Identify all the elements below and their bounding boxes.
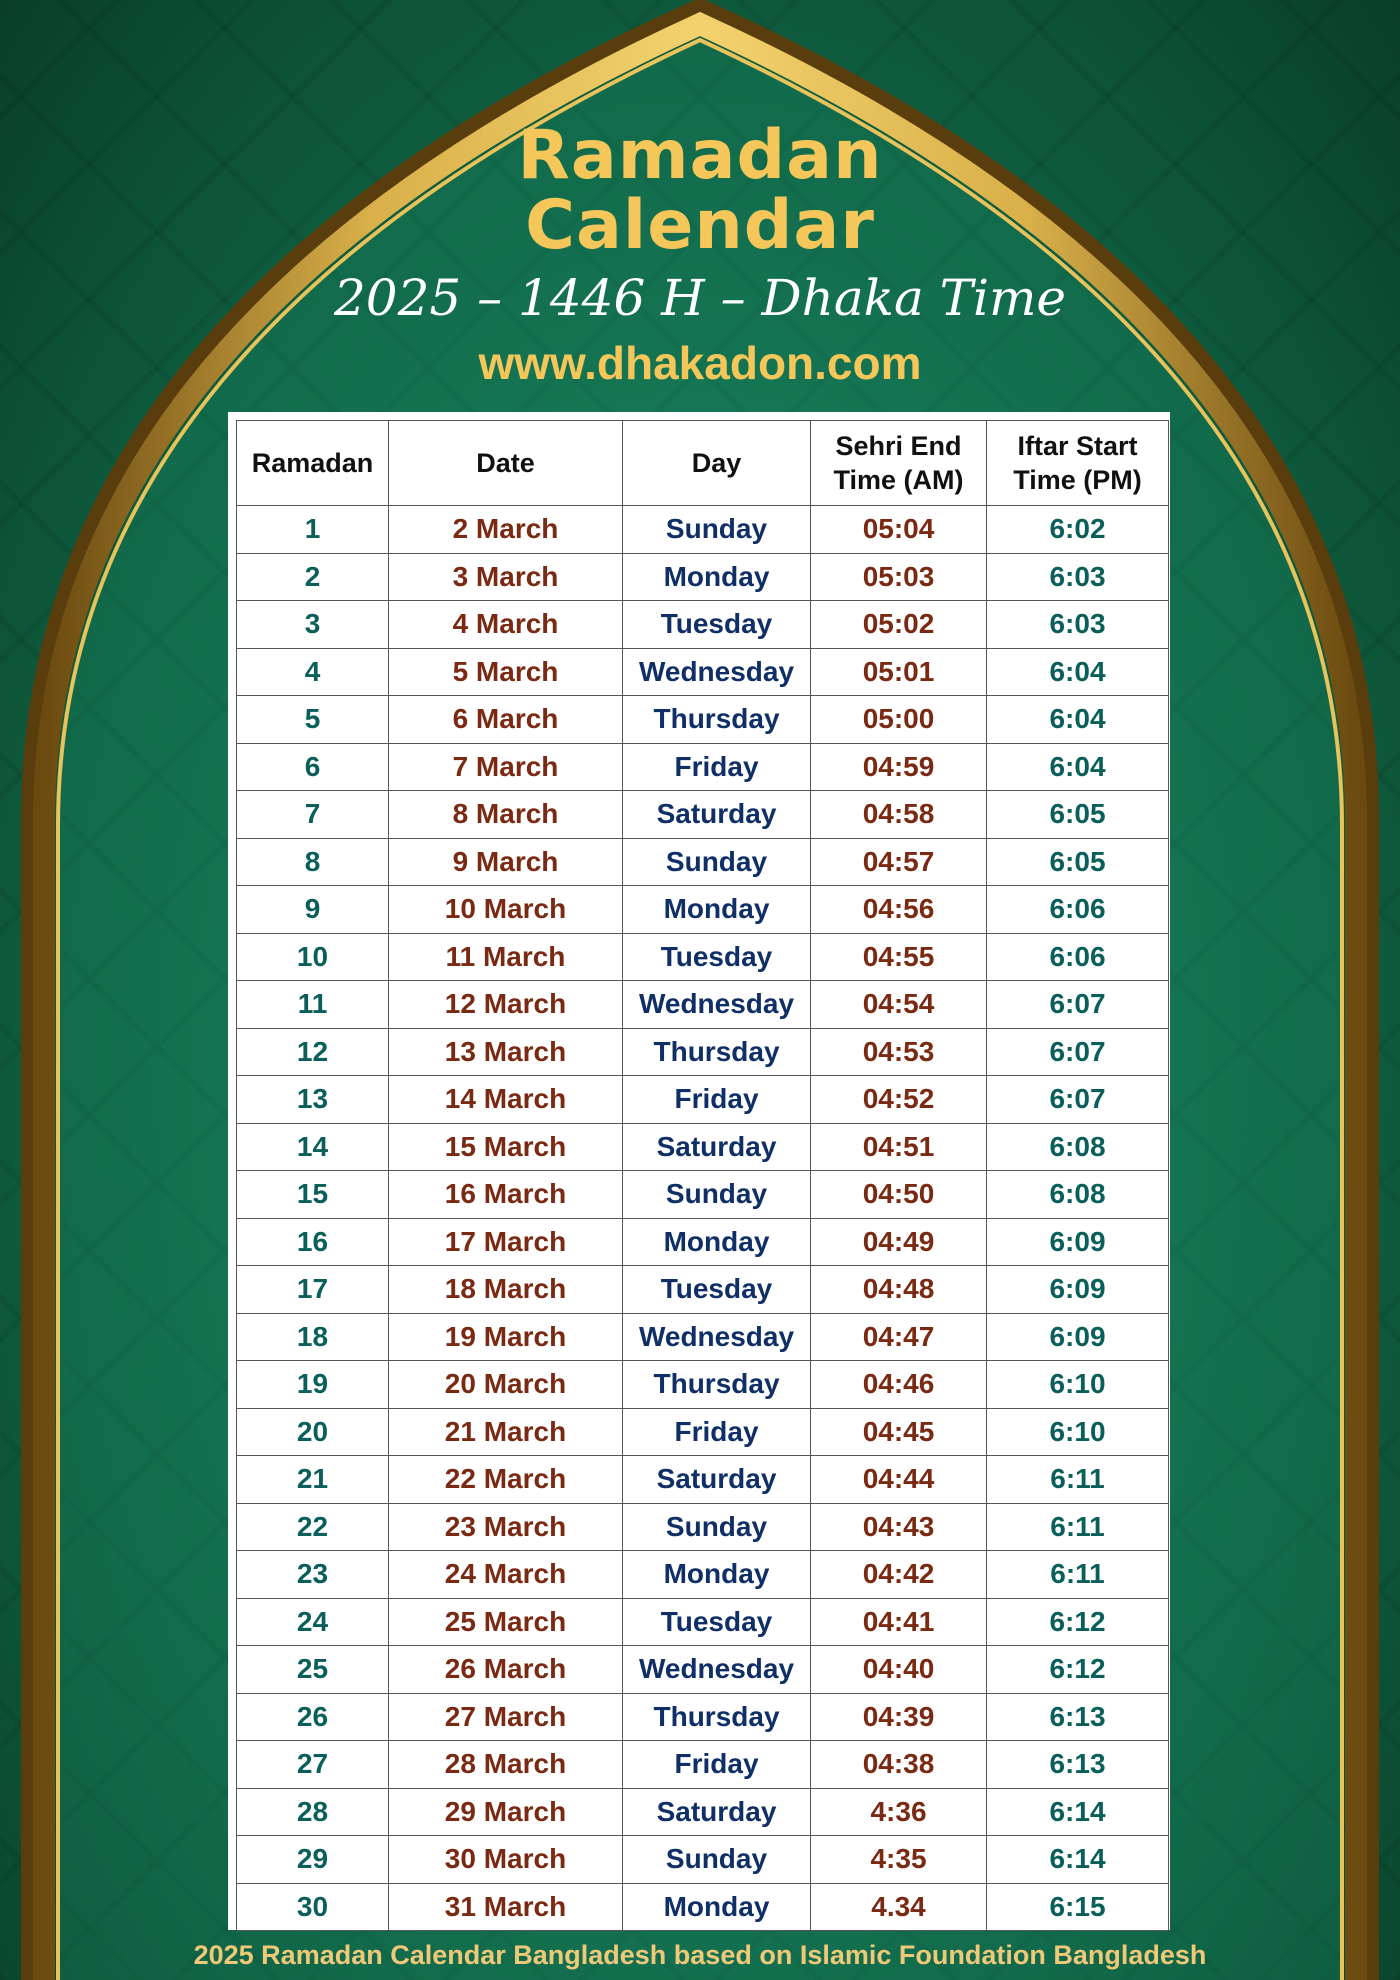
cell-iftar: 6:07 <box>987 1076 1169 1124</box>
cell-iftar: 6:10 <box>987 1361 1169 1409</box>
cell-iftar: 6:15 <box>987 1883 1169 1931</box>
table-row <box>237 601 1169 649</box>
cell-sehri: 05:03 <box>811 553 987 601</box>
cell-iftar: 6:14 <box>987 1836 1169 1884</box>
cell-date: 26 March <box>389 1646 623 1694</box>
cell-day: Thursday <box>623 696 811 744</box>
cell-date: 16 March <box>389 1171 623 1219</box>
cell-ramadan: 20 <box>237 1408 389 1456</box>
cell-sehri: 04:49 <box>811 1218 987 1266</box>
cell-iftar: 6:08 <box>987 1123 1169 1171</box>
cell-date: 22 March <box>389 1456 623 1504</box>
cell-date: 7 March <box>389 743 623 791</box>
cell-ramadan: 11 <box>237 981 389 1029</box>
cell-ramadan: 5 <box>237 696 389 744</box>
cell-ramadan: 29 <box>237 1836 389 1884</box>
cell-date: 11 March <box>389 933 623 981</box>
title-line-1: Ramadan <box>517 116 883 195</box>
cell-day: Tuesday <box>623 1266 811 1314</box>
cell-iftar: 6:09 <box>987 1218 1169 1266</box>
cell-ramadan: 2 <box>237 553 389 601</box>
cell-iftar: 6:04 <box>987 648 1169 696</box>
cell-sehri: 04:50 <box>811 1171 987 1219</box>
cell-sehri: 04:42 <box>811 1551 987 1599</box>
cell-sehri: 04:57 <box>811 838 987 886</box>
cell-ramadan: 22 <box>237 1503 389 1551</box>
cell-day: Tuesday <box>623 601 811 649</box>
cell-date: 2 March <box>389 506 623 554</box>
cell-day: Monday <box>623 553 811 601</box>
cell-sehri: 04:58 <box>811 791 987 839</box>
cell-ramadan: 27 <box>237 1741 389 1789</box>
table-row <box>237 1123 1169 1171</box>
cell-iftar: 6:11 <box>987 1456 1169 1504</box>
cell-day: Sunday <box>623 1503 811 1551</box>
cell-ramadan: 8 <box>237 838 389 886</box>
table-row <box>237 743 1169 791</box>
cell-day: Thursday <box>623 1693 811 1741</box>
table-row <box>237 1551 1169 1599</box>
cell-sehri: 04:40 <box>811 1646 987 1694</box>
cell-day: Wednesday <box>623 648 811 696</box>
cell-date: 30 March <box>389 1836 623 1884</box>
cell-sehri: 04:52 <box>811 1076 987 1124</box>
cell-ramadan: 4 <box>237 648 389 696</box>
cell-iftar: 6:03 <box>987 601 1169 649</box>
cell-iftar: 6:13 <box>987 1741 1169 1789</box>
cell-date: 19 March <box>389 1313 623 1361</box>
header-ramadan: Ramadan <box>237 421 389 506</box>
cell-iftar: 6:11 <box>987 1551 1169 1599</box>
table-header-row <box>237 421 1169 506</box>
table-row <box>237 886 1169 934</box>
cell-iftar: 6:07 <box>987 981 1169 1029</box>
table-row <box>237 1076 1169 1124</box>
title-line-2: Calendar <box>525 186 875 265</box>
cell-iftar: 6:12 <box>987 1598 1169 1646</box>
cell-iftar: 6:07 <box>987 1028 1169 1076</box>
cell-ramadan: 21 <box>237 1456 389 1504</box>
cell-day: Tuesday <box>623 933 811 981</box>
cell-date: 5 March <box>389 648 623 696</box>
cell-day: Monday <box>623 1218 811 1266</box>
cell-sehri: 04:46 <box>811 1361 987 1409</box>
cell-iftar: 6:11 <box>987 1503 1169 1551</box>
cell-date: 25 March <box>389 1598 623 1646</box>
header-date: Date <box>389 421 623 506</box>
cell-ramadan: 13 <box>237 1076 389 1124</box>
table-row <box>237 1408 1169 1456</box>
cell-date: 8 March <box>389 791 623 839</box>
website-link[interactable]: www.dhakadon.com <box>478 337 922 389</box>
cell-day: Monday <box>623 1883 811 1931</box>
footer-note: 2025 Ramadan Calendar Bangladesh based on Islamic Foundation Bangladesh <box>193 1940 1207 1970</box>
cell-ramadan: 17 <box>237 1266 389 1314</box>
cell-day: Wednesday <box>623 981 811 1029</box>
cell-iftar: 6:03 <box>987 553 1169 601</box>
table-row <box>237 1313 1169 1361</box>
cell-date: 20 March <box>389 1361 623 1409</box>
cell-sehri: 05:02 <box>811 601 987 649</box>
cell-iftar: 6:10 <box>987 1408 1169 1456</box>
table-row <box>237 1028 1169 1076</box>
cell-sehri: 4:35 <box>811 1836 987 1884</box>
cell-iftar: 6:02 <box>987 506 1169 554</box>
cell-date: 29 March <box>389 1788 623 1836</box>
table-row <box>237 1361 1169 1409</box>
table-row <box>237 791 1169 839</box>
cell-iftar: 6:06 <box>987 886 1169 934</box>
cell-sehri: 04:47 <box>811 1313 987 1361</box>
cell-ramadan: 6 <box>237 743 389 791</box>
cell-sehri: 05:01 <box>811 648 987 696</box>
cell-ramadan: 10 <box>237 933 389 981</box>
table-row <box>237 1598 1169 1646</box>
cell-iftar: 6:06 <box>987 933 1169 981</box>
cell-iftar: 6:04 <box>987 743 1169 791</box>
cell-sehri: 04:45 <box>811 1408 987 1456</box>
cell-date: 18 March <box>389 1266 623 1314</box>
cell-ramadan: 16 <box>237 1218 389 1266</box>
cell-date: 4 March <box>389 601 623 649</box>
cell-date: 9 March <box>389 838 623 886</box>
cell-date: 24 March <box>389 1551 623 1599</box>
table-body <box>237 506 1169 1931</box>
cell-ramadan: 19 <box>237 1361 389 1409</box>
table-row <box>237 506 1169 554</box>
cell-sehri: 04:38 <box>811 1741 987 1789</box>
cell-day: Saturday <box>623 1123 811 1171</box>
cell-date: 14 March <box>389 1076 623 1124</box>
cell-iftar: 6:09 <box>987 1266 1169 1314</box>
table-row <box>237 1788 1169 1836</box>
cell-date: 15 March <box>389 1123 623 1171</box>
header-day: Day <box>623 421 811 506</box>
cell-date: 21 March <box>389 1408 623 1456</box>
cell-iftar: 6:09 <box>987 1313 1169 1361</box>
ramadan-calendar-table <box>236 420 1169 1931</box>
table-row <box>237 1836 1169 1884</box>
cell-iftar: 6:08 <box>987 1171 1169 1219</box>
header-iftar: Iftar Start Time (PM) <box>987 421 1169 506</box>
table-row <box>237 1503 1169 1551</box>
cell-day: Tuesday <box>623 1598 811 1646</box>
table-row <box>237 648 1169 696</box>
cell-day: Sunday <box>623 1171 811 1219</box>
cell-day: Saturday <box>623 791 811 839</box>
cell-sehri: 4.34 <box>811 1883 987 1931</box>
cell-date: 27 March <box>389 1693 623 1741</box>
calendar-table-card <box>228 412 1170 1930</box>
cell-day: Sunday <box>623 838 811 886</box>
cell-sehri: 4:36 <box>811 1788 987 1836</box>
cell-date: 31 March <box>389 1883 623 1931</box>
cell-day: Friday <box>623 1408 811 1456</box>
table-row <box>237 933 1169 981</box>
cell-ramadan: 1 <box>237 506 389 554</box>
cell-date: 23 March <box>389 1503 623 1551</box>
cell-date: 6 March <box>389 696 623 744</box>
table-row <box>237 553 1169 601</box>
cell-day: Friday <box>623 1076 811 1124</box>
table-row <box>237 1218 1169 1266</box>
cell-date: 12 March <box>389 981 623 1029</box>
cell-day: Wednesday <box>623 1313 811 1361</box>
cell-day: Saturday <box>623 1456 811 1504</box>
cell-sehri: 05:00 <box>811 696 987 744</box>
subtitle: 2025 – 1446 H – Dhaka Time <box>333 269 1066 327</box>
cell-day: Thursday <box>623 1361 811 1409</box>
cell-ramadan: 30 <box>237 1883 389 1931</box>
cell-sehri: 04:54 <box>811 981 987 1029</box>
cell-ramadan: 14 <box>237 1123 389 1171</box>
table-row <box>237 696 1169 744</box>
cell-date: 13 March <box>389 1028 623 1076</box>
table-row <box>237 1741 1169 1789</box>
cell-day: Monday <box>623 1551 811 1599</box>
cell-iftar: 6:05 <box>987 791 1169 839</box>
cell-day: Saturday <box>623 1788 811 1836</box>
cell-iftar: 6:13 <box>987 1693 1169 1741</box>
cell-sehri: 04:55 <box>811 933 987 981</box>
cell-ramadan: 28 <box>237 1788 389 1836</box>
cell-date: 10 March <box>389 886 623 934</box>
cell-sehri: 04:48 <box>811 1266 987 1314</box>
table-row <box>237 1693 1169 1741</box>
cell-sehri: 04:59 <box>811 743 987 791</box>
cell-iftar: 6:04 <box>987 696 1169 744</box>
cell-sehri: 04:41 <box>811 1598 987 1646</box>
cell-day: Sunday <box>623 1836 811 1884</box>
cell-day: Friday <box>623 743 811 791</box>
cell-date: 17 March <box>389 1218 623 1266</box>
cell-ramadan: 25 <box>237 1646 389 1694</box>
cell-ramadan: 24 <box>237 1598 389 1646</box>
cell-iftar: 6:12 <box>987 1646 1169 1694</box>
cell-ramadan: 23 <box>237 1551 389 1599</box>
cell-iftar: 6:05 <box>987 838 1169 886</box>
cell-day: Wednesday <box>623 1646 811 1694</box>
cell-ramadan: 15 <box>237 1171 389 1219</box>
cell-sehri: 04:44 <box>811 1456 987 1504</box>
cell-day: Friday <box>623 1741 811 1789</box>
cell-date: 28 March <box>389 1741 623 1789</box>
cell-ramadan: 3 <box>237 601 389 649</box>
cell-day: Sunday <box>623 506 811 554</box>
cell-sehri: 04:53 <box>811 1028 987 1076</box>
cell-day: Thursday <box>623 1028 811 1076</box>
table-row <box>237 1266 1169 1314</box>
cell-sehri: 04:39 <box>811 1693 987 1741</box>
table-row <box>237 838 1169 886</box>
table-row <box>237 1646 1169 1694</box>
cell-ramadan: 12 <box>237 1028 389 1076</box>
cell-iftar: 6:14 <box>987 1788 1169 1836</box>
table-row <box>237 1883 1169 1931</box>
cell-ramadan: 9 <box>237 886 389 934</box>
cell-sehri: 04:56 <box>811 886 987 934</box>
cell-day: Monday <box>623 886 811 934</box>
cell-date: 3 March <box>389 553 623 601</box>
cell-ramadan: 26 <box>237 1693 389 1741</box>
cell-sehri: 04:43 <box>811 1503 987 1551</box>
table-row <box>237 1456 1169 1504</box>
cell-sehri: 04:51 <box>811 1123 987 1171</box>
cell-ramadan: 18 <box>237 1313 389 1361</box>
table-row <box>237 981 1169 1029</box>
header-sehri: Sehri End Time (AM) <box>811 421 987 506</box>
cell-sehri: 05:04 <box>811 506 987 554</box>
cell-ramadan: 7 <box>237 791 389 839</box>
table-row <box>237 1171 1169 1219</box>
